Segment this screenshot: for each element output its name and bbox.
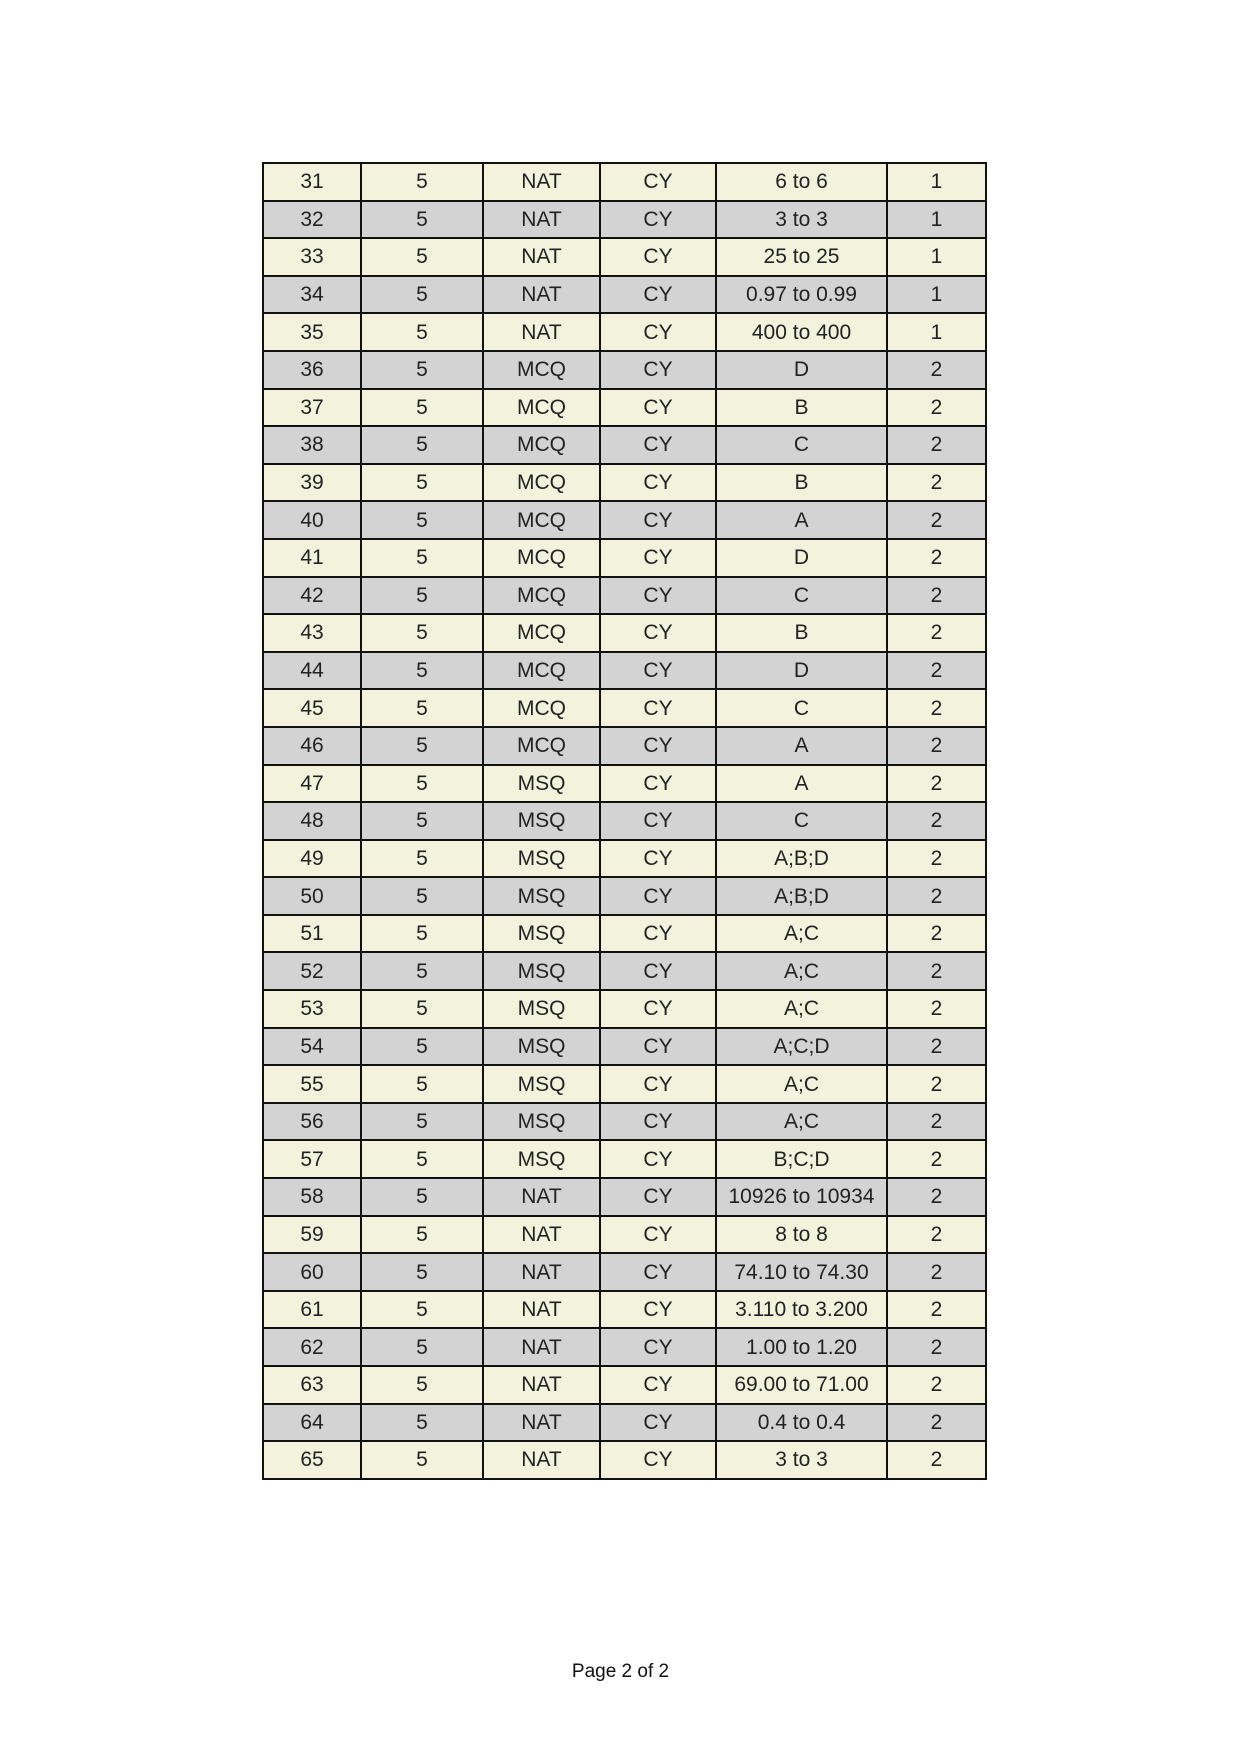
key-range-cell: 25 to 25 [716, 238, 887, 276]
question-number-cell: 37 [263, 389, 361, 427]
key-range-cell: 1.00 to 1.20 [716, 1328, 887, 1366]
marks-cell: 2 [887, 426, 986, 464]
table-row [263, 539, 986, 577]
question-type-cell: NAT [483, 1328, 600, 1366]
question-type-cell: MCQ [483, 426, 600, 464]
key-range-cell: 3 to 3 [716, 1441, 887, 1479]
section-cell: CY [600, 1028, 716, 1066]
marks-cell: 2 [887, 1065, 986, 1103]
table-row [263, 652, 986, 690]
section-cell: CY [600, 1178, 716, 1216]
table-row [263, 877, 986, 915]
question-number-cell: 56 [263, 1103, 361, 1141]
question-number-cell: 47 [263, 765, 361, 803]
table-row [263, 426, 986, 464]
session-cell: 5 [361, 1441, 483, 1479]
question-type-cell: NAT [483, 1441, 600, 1479]
section-cell: CY [600, 1065, 716, 1103]
session-cell: 5 [361, 577, 483, 615]
session-cell: 5 [361, 351, 483, 389]
question-number-cell: 45 [263, 689, 361, 727]
question-type-cell: MCQ [483, 652, 600, 690]
key-range-cell: 10926 to 10934 [716, 1178, 887, 1216]
question-number-cell: 38 [263, 426, 361, 464]
question-number-cell: 32 [263, 201, 361, 239]
table-row [263, 1404, 986, 1442]
session-cell: 5 [361, 1140, 483, 1178]
question-type-cell: MSQ [483, 1140, 600, 1178]
key-range-cell: 0.4 to 0.4 [716, 1404, 887, 1442]
marks-cell: 2 [887, 1366, 986, 1404]
section-cell: CY [600, 501, 716, 539]
session-cell: 5 [361, 464, 483, 502]
table-row [263, 238, 986, 276]
question-type-cell: MCQ [483, 464, 600, 502]
marks-cell: 2 [887, 652, 986, 690]
marks-cell: 1 [887, 201, 986, 239]
marks-cell: 1 [887, 313, 986, 351]
session-cell: 5 [361, 1328, 483, 1366]
section-cell: CY [600, 1103, 716, 1141]
session-cell: 5 [361, 765, 483, 803]
marks-cell: 2 [887, 689, 986, 727]
key-range-cell: 69.00 to 71.00 [716, 1366, 887, 1404]
question-number-cell: 48 [263, 802, 361, 840]
section-cell: CY [600, 1216, 716, 1254]
session-cell: 5 [361, 1253, 483, 1291]
question-type-cell: MSQ [483, 802, 600, 840]
marks-cell: 2 [887, 1328, 986, 1366]
session-cell: 5 [361, 652, 483, 690]
session-cell: 5 [361, 389, 483, 427]
question-type-cell: MCQ [483, 351, 600, 389]
question-number-cell: 33 [263, 238, 361, 276]
table-row [263, 689, 986, 727]
table-row [263, 1103, 986, 1141]
question-type-cell: MSQ [483, 840, 600, 878]
section-cell: CY [600, 727, 716, 765]
key-range-cell: C [716, 689, 887, 727]
table-row [263, 727, 986, 765]
key-range-cell: A;C [716, 1103, 887, 1141]
session-cell: 5 [361, 877, 483, 915]
question-number-cell: 63 [263, 1366, 361, 1404]
marks-cell: 2 [887, 1103, 986, 1141]
section-cell: CY [600, 802, 716, 840]
marks-cell: 2 [887, 1253, 986, 1291]
marks-cell: 2 [887, 765, 986, 803]
question-type-cell: NAT [483, 201, 600, 239]
table-row [263, 802, 986, 840]
table-row [263, 614, 986, 652]
section-cell: CY [600, 1140, 716, 1178]
question-number-cell: 31 [263, 163, 361, 201]
key-range-cell: B [716, 464, 887, 502]
section-cell: CY [600, 201, 716, 239]
question-type-cell: MCQ [483, 727, 600, 765]
table-row [263, 389, 986, 427]
question-number-cell: 50 [263, 877, 361, 915]
section-cell: CY [600, 313, 716, 351]
key-range-cell: A;B;D [716, 840, 887, 878]
key-range-cell: B [716, 389, 887, 427]
table-row [263, 351, 986, 389]
session-cell: 5 [361, 1216, 483, 1254]
question-type-cell: NAT [483, 276, 600, 314]
marks-cell: 2 [887, 501, 986, 539]
key-range-cell: A;B;D [716, 877, 887, 915]
session-cell: 5 [361, 313, 483, 351]
question-number-cell: 44 [263, 652, 361, 690]
section-cell: CY [600, 877, 716, 915]
session-cell: 5 [361, 614, 483, 652]
session-cell: 5 [361, 1028, 483, 1066]
marks-cell: 1 [887, 163, 986, 201]
marks-cell: 2 [887, 539, 986, 577]
table-row [263, 1328, 986, 1366]
key-range-cell: 400 to 400 [716, 313, 887, 351]
question-number-cell: 64 [263, 1404, 361, 1442]
session-cell: 5 [361, 238, 483, 276]
key-range-cell: B;C;D [716, 1140, 887, 1178]
table-row [263, 1178, 986, 1216]
question-number-cell: 39 [263, 464, 361, 502]
section-cell: CY [600, 1291, 716, 1329]
key-range-cell: A [716, 501, 887, 539]
session-cell: 5 [361, 840, 483, 878]
answer-key-table-body [263, 163, 986, 1479]
question-type-cell: MCQ [483, 614, 600, 652]
marks-cell: 2 [887, 990, 986, 1028]
table-row [263, 577, 986, 615]
question-type-cell: NAT [483, 1178, 600, 1216]
session-cell: 5 [361, 1404, 483, 1442]
marks-cell: 2 [887, 577, 986, 615]
table-row [263, 1441, 986, 1479]
question-number-cell: 35 [263, 313, 361, 351]
key-range-cell: 3.110 to 3.200 [716, 1291, 887, 1329]
question-type-cell: NAT [483, 313, 600, 351]
question-number-cell: 57 [263, 1140, 361, 1178]
marks-cell: 2 [887, 1140, 986, 1178]
marks-cell: 2 [887, 1178, 986, 1216]
marks-cell: 2 [887, 389, 986, 427]
section-cell: CY [600, 689, 716, 727]
question-number-cell: 65 [263, 1441, 361, 1479]
question-type-cell: NAT [483, 1216, 600, 1254]
marks-cell: 2 [887, 877, 986, 915]
section-cell: CY [600, 952, 716, 990]
question-type-cell: MSQ [483, 990, 600, 1028]
section-cell: CY [600, 577, 716, 615]
key-range-cell: A;C [716, 990, 887, 1028]
session-cell: 5 [361, 802, 483, 840]
question-type-cell: MSQ [483, 765, 600, 803]
section-cell: CY [600, 840, 716, 878]
session-cell: 5 [361, 689, 483, 727]
session-cell: 5 [361, 952, 483, 990]
table-row [263, 1140, 986, 1178]
section-cell: CY [600, 1404, 716, 1442]
question-type-cell: MCQ [483, 577, 600, 615]
question-type-cell: MSQ [483, 952, 600, 990]
marks-cell: 2 [887, 351, 986, 389]
section-cell: CY [600, 614, 716, 652]
question-type-cell: MSQ [483, 1103, 600, 1141]
key-range-cell: B [716, 614, 887, 652]
table-row [263, 952, 986, 990]
question-type-cell: MCQ [483, 501, 600, 539]
table-row [263, 1028, 986, 1066]
question-number-cell: 43 [263, 614, 361, 652]
question-type-cell: NAT [483, 1366, 600, 1404]
section-cell: CY [600, 990, 716, 1028]
key-range-cell: A;C [716, 1065, 887, 1103]
key-range-cell: 74.10 to 74.30 [716, 1253, 887, 1291]
section-cell: CY [600, 351, 716, 389]
question-type-cell: MCQ [483, 689, 600, 727]
question-type-cell: NAT [483, 163, 600, 201]
key-range-cell: A;C [716, 952, 887, 990]
session-cell: 5 [361, 1103, 483, 1141]
key-range-cell: C [716, 426, 887, 464]
answer-key-table [262, 162, 987, 1480]
question-type-cell: MSQ [483, 1028, 600, 1066]
table-row [263, 765, 986, 803]
question-number-cell: 60 [263, 1253, 361, 1291]
marks-cell: 2 [887, 614, 986, 652]
session-cell: 5 [361, 727, 483, 765]
key-range-cell: A;C [716, 915, 887, 953]
session-cell: 5 [361, 426, 483, 464]
question-number-cell: 49 [263, 840, 361, 878]
session-cell: 5 [361, 201, 483, 239]
section-cell: CY [600, 1253, 716, 1291]
table-row [263, 1253, 986, 1291]
key-range-cell: D [716, 539, 887, 577]
table-row [263, 1291, 986, 1329]
table-row [263, 1216, 986, 1254]
marks-cell: 1 [887, 276, 986, 314]
question-type-cell: MSQ [483, 1065, 600, 1103]
question-number-cell: 53 [263, 990, 361, 1028]
table-row [263, 464, 986, 502]
session-cell: 5 [361, 501, 483, 539]
question-type-cell: MSQ [483, 915, 600, 953]
table-row [263, 990, 986, 1028]
marks-cell: 2 [887, 727, 986, 765]
question-number-cell: 42 [263, 577, 361, 615]
section-cell: CY [600, 1441, 716, 1479]
question-number-cell: 58 [263, 1178, 361, 1216]
question-number-cell: 40 [263, 501, 361, 539]
section-cell: CY [600, 426, 716, 464]
marks-cell: 2 [887, 802, 986, 840]
table-row [263, 163, 986, 201]
session-cell: 5 [361, 276, 483, 314]
table-row [263, 915, 986, 953]
table-row [263, 313, 986, 351]
section-cell: CY [600, 1328, 716, 1366]
question-type-cell: NAT [483, 238, 600, 276]
key-range-cell: D [716, 652, 887, 690]
marks-cell: 2 [887, 840, 986, 878]
question-type-cell: NAT [483, 1253, 600, 1291]
question-type-cell: NAT [483, 1404, 600, 1442]
section-cell: CY [600, 276, 716, 314]
question-number-cell: 51 [263, 915, 361, 953]
marks-cell: 2 [887, 1028, 986, 1066]
key-range-cell: C [716, 577, 887, 615]
marks-cell: 2 [887, 1291, 986, 1329]
marks-cell: 2 [887, 1404, 986, 1442]
question-type-cell: MCQ [483, 539, 600, 577]
section-cell: CY [600, 464, 716, 502]
section-cell: CY [600, 652, 716, 690]
question-type-cell: MCQ [483, 389, 600, 427]
question-number-cell: 61 [263, 1291, 361, 1329]
table-row [263, 1065, 986, 1103]
section-cell: CY [600, 765, 716, 803]
section-cell: CY [600, 1366, 716, 1404]
marks-cell: 2 [887, 952, 986, 990]
question-number-cell: 52 [263, 952, 361, 990]
session-cell: 5 [361, 1178, 483, 1216]
question-number-cell: 36 [263, 351, 361, 389]
marks-cell: 2 [887, 1441, 986, 1479]
key-range-cell: A;C;D [716, 1028, 887, 1066]
table-row [263, 501, 986, 539]
section-cell: CY [600, 915, 716, 953]
session-cell: 5 [361, 915, 483, 953]
table-row [263, 840, 986, 878]
marks-cell: 2 [887, 1216, 986, 1254]
section-cell: CY [600, 163, 716, 201]
question-number-cell: 34 [263, 276, 361, 314]
session-cell: 5 [361, 1291, 483, 1329]
key-range-cell: 0.97 to 0.99 [716, 276, 887, 314]
table-row [263, 1366, 986, 1404]
session-cell: 5 [361, 1065, 483, 1103]
question-number-cell: 41 [263, 539, 361, 577]
section-cell: CY [600, 389, 716, 427]
page-number-footer: Page 2 of 2 [571, 1661, 670, 1682]
marks-cell: 1 [887, 238, 986, 276]
key-range-cell: 6 to 6 [716, 163, 887, 201]
key-range-cell: D [716, 351, 887, 389]
key-range-cell: 3 to 3 [716, 201, 887, 239]
key-range-cell: A [716, 765, 887, 803]
session-cell: 5 [361, 539, 483, 577]
question-type-cell: NAT [483, 1291, 600, 1329]
key-range-cell: 8 to 8 [716, 1216, 887, 1254]
question-number-cell: 55 [263, 1065, 361, 1103]
question-number-cell: 62 [263, 1328, 361, 1366]
section-cell: CY [600, 539, 716, 577]
section-cell: CY [600, 238, 716, 276]
session-cell: 5 [361, 1366, 483, 1404]
key-range-cell: C [716, 802, 887, 840]
table-row [263, 201, 986, 239]
session-cell: 5 [361, 990, 483, 1028]
marks-cell: 2 [887, 915, 986, 953]
marks-cell: 2 [887, 464, 986, 502]
key-range-cell: A [716, 727, 887, 765]
question-number-cell: 59 [263, 1216, 361, 1254]
question-type-cell: MSQ [483, 877, 600, 915]
table-row [263, 276, 986, 314]
session-cell: 5 [361, 163, 483, 201]
question-number-cell: 54 [263, 1028, 361, 1066]
question-number-cell: 46 [263, 727, 361, 765]
